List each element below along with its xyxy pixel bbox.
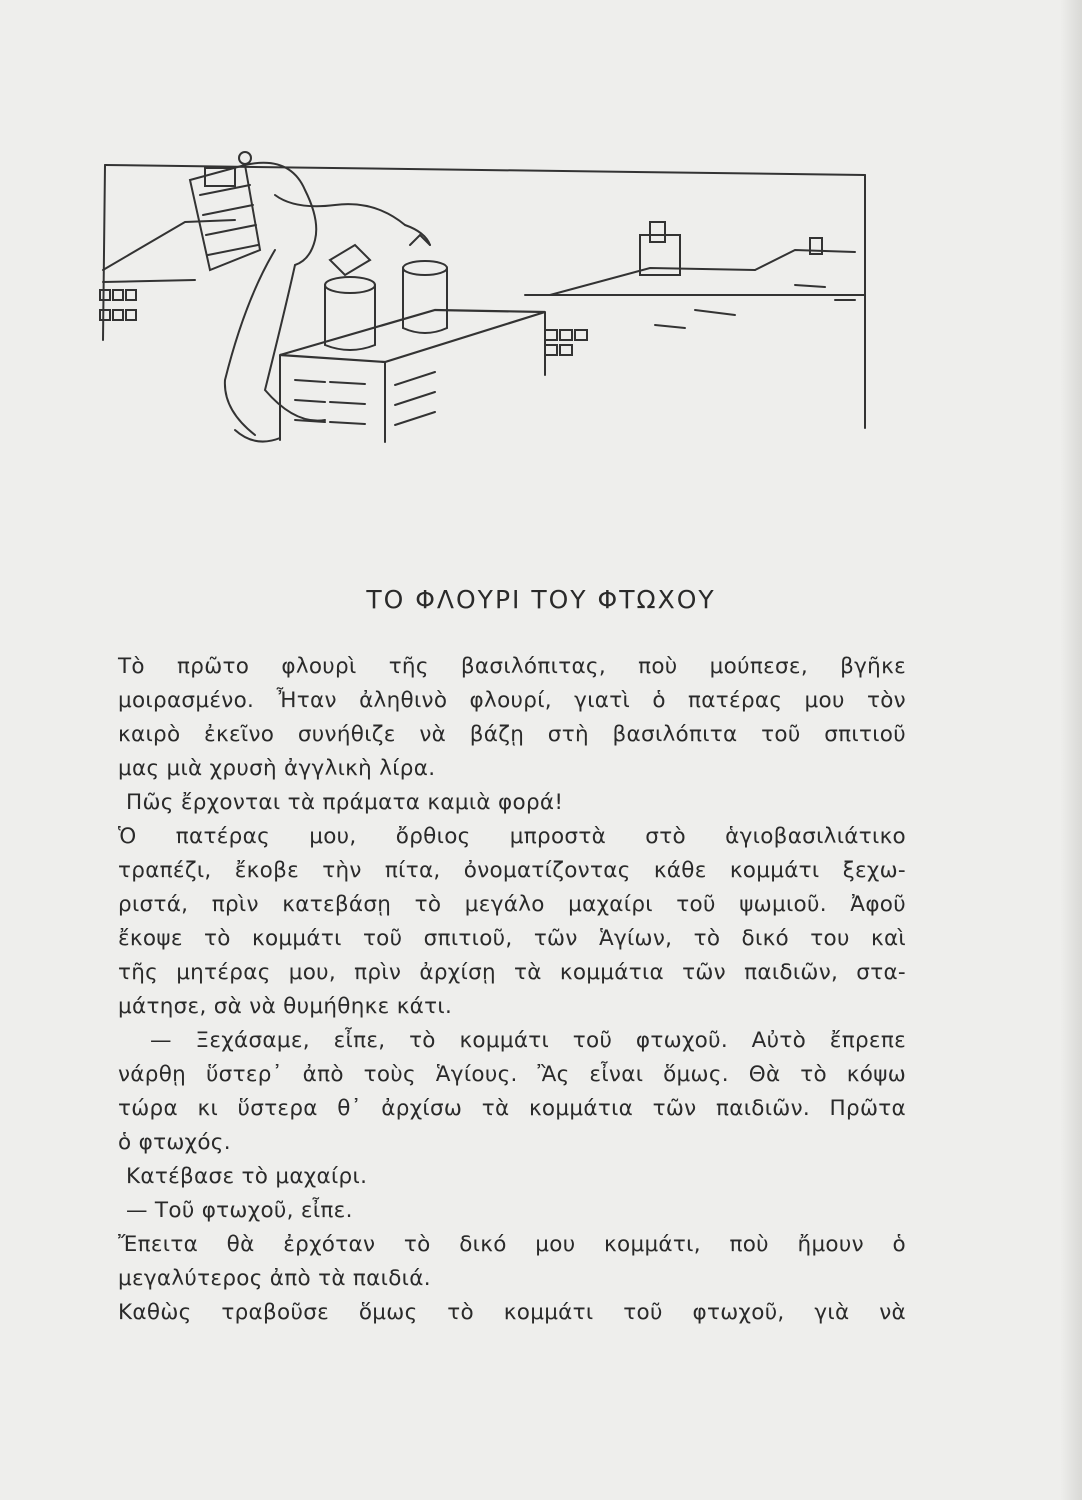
rooftop-chimney-illustration: [95, 150, 875, 450]
text-line: μεγαλύτερος ἀπὸ τὰ παιδιά.: [118, 1266, 431, 1291]
page-edge-shadow: [1060, 0, 1082, 1500]
text-line: Καθὼς τραβοῦσε ὅμως τὸ κομμάτι τοῦ φτωχοῦ, γιὰ νὰ: [118, 1300, 906, 1325]
text-line: — Ξεχάσαμε, εἶπε, τὸ κομμάτι τοῦ φτωχοῦ. Αὐτὸ ἔπρεπε: [150, 1028, 906, 1053]
text-line: καιρὸ ἐκεῖνο συνήθιζε νὰ βάζῃ στὴ βασιλόπιτα τοῦ σπιτιοῦ: [118, 722, 906, 747]
text-line: τῆς μητέρας μου, πρὶν ἀρχίσῃ τὰ κομμάτια τῶν παιδιῶν, στα-: [118, 960, 906, 985]
text-line: — Τοῦ φτωχοῦ, εἶπε.: [126, 1198, 353, 1223]
text-line: Ὁ πατέρας μου, ὄρθιος μπροστὰ στὸ ἁγιοβασιλιάτικο: [118, 824, 906, 849]
text-line: Τὸ πρῶτο φλουρὶ τῆς βασιλόπιτας, ποὺ μούπεσε, βγῆκε: [118, 654, 906, 679]
text-line: Πῶς ἔρχονται τὰ πράματα καμιὰ φορά!: [126, 790, 564, 815]
text-line: ἔκοψε τὸ κομμάτι τοῦ σπιτιοῦ, τῶν Ἁγίων, τὸ δικό του καὶ: [118, 926, 906, 951]
text-line: Ἔπειτα θὰ ἐρχόταν τὸ δικό μου κομμάτι, ποὺ ἤμουν ὁ: [118, 1232, 906, 1257]
text-line: ὁ φτωχός.: [118, 1130, 231, 1155]
text-line: μας μιὰ χρυσὴ ἀγγλικὴ λίρα.: [118, 756, 436, 781]
text-line: Κατέβασε τὸ μαχαίρι.: [126, 1164, 368, 1189]
text-line: ριστά, πρὶν κατεβάσῃ τὸ μεγάλο μαχαίρι τοῦ ψωμιοῦ. Ἀφοῦ: [118, 892, 906, 917]
text-line: τώρα κι ὕστερα θ᾿ ἀρχίσω τὰ κομμάτια τῶν παιδιῶν. Πρῶτα: [118, 1096, 906, 1121]
text-line: τραπέζι, ἔκοβε τὴν πίτα, ὀνοματίζοντας κάθε κομμάτι ξεχω-: [118, 858, 906, 883]
story-title: ΤΟ ΦΛΟΥΡΙ ΤΟΥ ΦΤΩΧΟΥ: [366, 585, 716, 614]
text-line: μοιρασμένο. Ἦταν ἀληθινὸ φλουρί, γιατὶ ὁ πατέρας μου τὸν: [118, 688, 906, 713]
story-body: [118, 650, 906, 1330]
woman-figure-icon: [190, 152, 430, 442]
text-line: νάρθῃ ὕστερ᾿ ἀπὸ τοὺς Ἁγίους. Ἂς εἶναι ὅμως. Θὰ τὸ κόψω: [118, 1062, 906, 1087]
window-icon: [100, 290, 136, 320]
text-line: μάτησε, σὰ νὰ θυμήθηκε κάτι.: [118, 994, 453, 1019]
